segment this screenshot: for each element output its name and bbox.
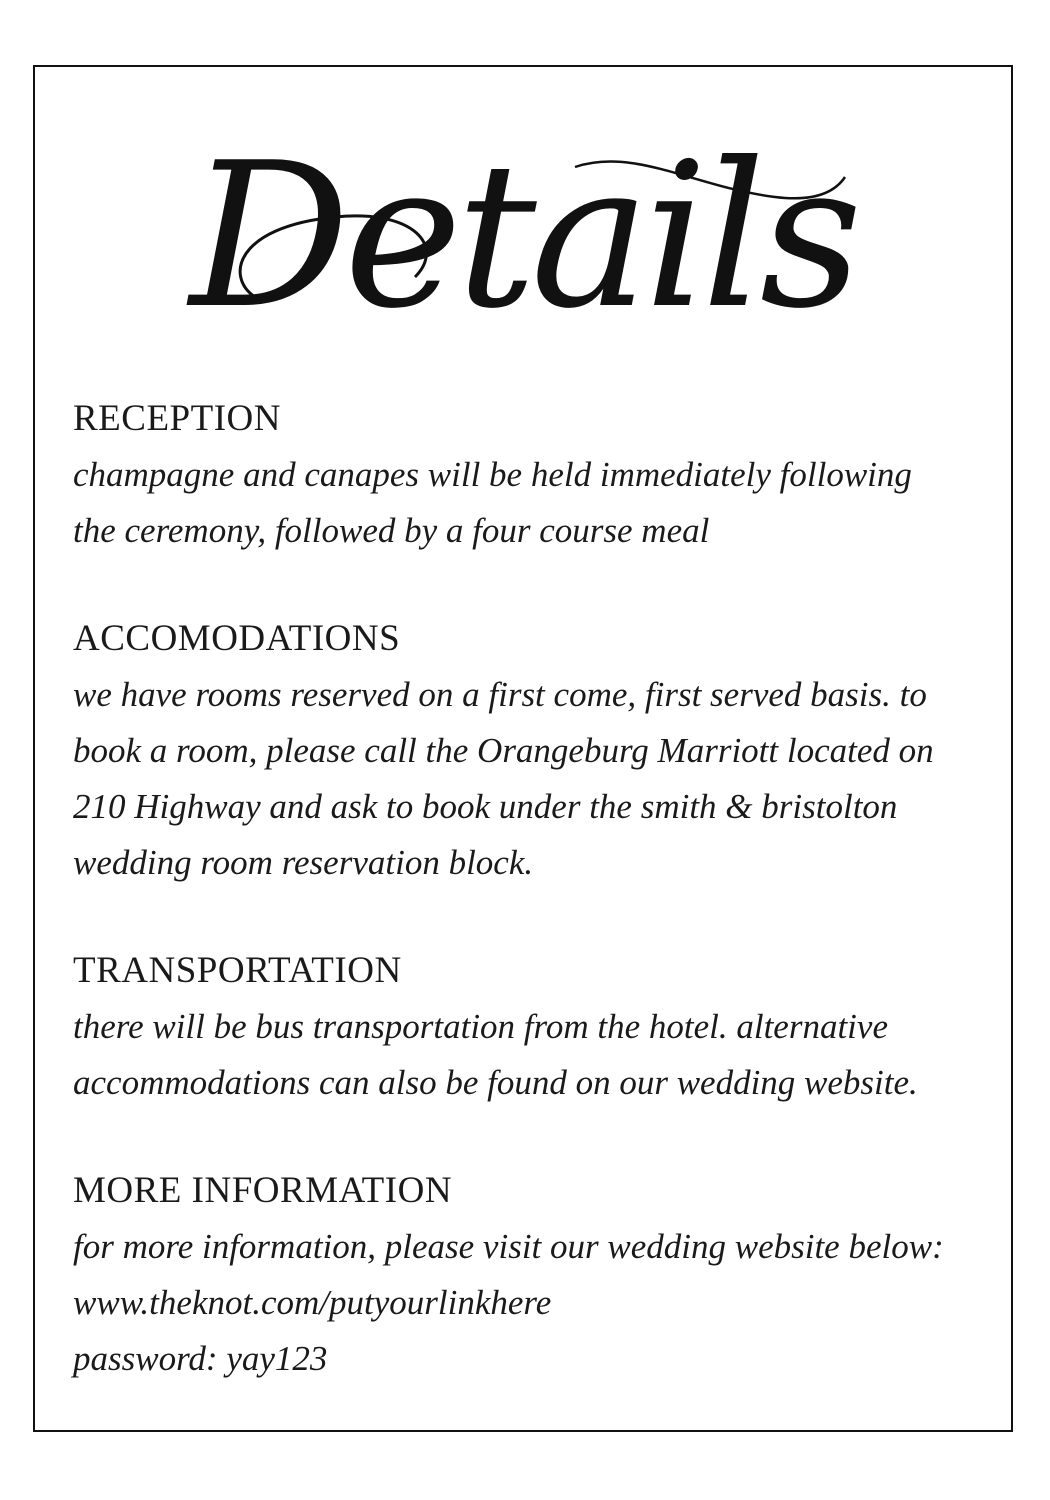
- body-line: champagne and canapes will be held immediately following: [73, 455, 912, 494]
- section-transportation: [73, 947, 1003, 1111]
- body-line: 210 Highway and ask to book under the smith & bristolton: [73, 787, 898, 826]
- body-line: accommodations can also be found on our wedding website.: [73, 1063, 918, 1102]
- section-body: [73, 999, 1003, 1111]
- section-more-information: [73, 1167, 1003, 1387]
- details-sections: [73, 395, 1003, 1443]
- body-line: we have rooms reserved on a first come, first served basis. to: [73, 675, 927, 714]
- page-title: Details: [189, 120, 857, 353]
- section-heading: ACCOMODATIONS: [73, 618, 401, 659]
- body-line: book a room, please call the Orangeburg Marriott located on: [73, 731, 934, 770]
- body-line: there will be bus transportation from the hotel. alternative: [73, 1007, 888, 1046]
- body-line: for more information, please visit our wedding website below:: [73, 1227, 944, 1266]
- section-heading: TRANSPORTATION: [73, 950, 402, 991]
- section-accomodations: [73, 615, 1003, 891]
- section-heading: MORE INFORMATION: [73, 1170, 453, 1211]
- section-body: [73, 1219, 1003, 1387]
- body-line: wedding room reservation block.: [73, 843, 534, 882]
- website-link[interactable]: www.theknot.com/putyourlinkhere: [73, 1283, 552, 1322]
- section-body: [73, 667, 1003, 891]
- section-body: [73, 447, 1003, 559]
- section-heading: RECEPTION: [73, 398, 281, 439]
- password-line: password: yay123: [73, 1339, 328, 1378]
- section-reception: [73, 395, 1003, 559]
- details-card: [33, 65, 1013, 1432]
- body-line: the ceremony, followed by a four course meal: [73, 511, 710, 550]
